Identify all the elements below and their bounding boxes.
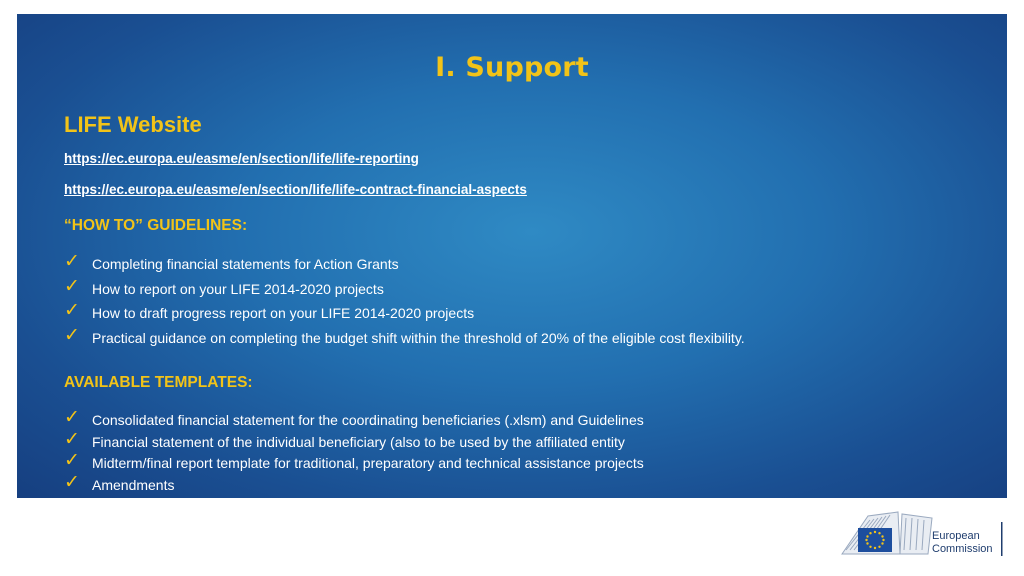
life-financial-aspects-link[interactable]: https://ec.europa.eu/easme/en/section/life/life-contract-financial-aspects xyxy=(64,182,527,197)
template-text: Financial statement of the individual beneficiary (also to be used by the affiliated entity xyxy=(92,433,625,450)
guideline-text: How to draft progress report on your LIFE 2014-2020 projects xyxy=(92,305,475,322)
european-commission-wordmark xyxy=(932,530,993,556)
template-text: Midterm/final report template for traditional, preparatory and technical assistance projects xyxy=(92,455,644,471)
guidelines-heading: “HOW TO” GUIDELINES: xyxy=(64,217,248,234)
checkmark-icon: ✓ xyxy=(64,299,80,322)
checkmark-icon: ✓ xyxy=(64,470,80,493)
checkmark-icon: ✓ xyxy=(64,406,80,428)
guideline-text: Practical guidance on completing the budget shift within the threshold of 20% of the eligible cost flexibility. xyxy=(92,330,745,347)
life-reporting-link[interactable]: https://ec.europa.eu/easme/en/section/life/life-reporting xyxy=(64,151,419,166)
checkmark-icon: ✓ xyxy=(64,274,80,297)
template-text: Amendments xyxy=(92,476,175,493)
slide-title: I. Support xyxy=(435,52,589,83)
checkmark-icon: ✓ xyxy=(64,449,80,471)
checkmark-icon: ✓ xyxy=(64,427,80,450)
template-text: Consolidated financial statement for the coordinating beneficiaries (.xlsm) and Guidelines xyxy=(92,412,644,428)
logo-line-commission: Commission xyxy=(932,543,993,555)
templates-heading: AVAILABLE TEMPLATES: xyxy=(64,374,253,391)
guideline-text: Completing financial statements for Action Grants xyxy=(92,256,399,272)
checkmark-icon: ✓ xyxy=(64,324,80,347)
logo-line-european: European xyxy=(932,530,980,542)
guideline-text: How to report on your LIFE 2014-2020 projects xyxy=(92,280,384,297)
slide-panel xyxy=(17,14,1007,498)
checkmark-icon: ✓ xyxy=(64,250,80,272)
section-title: LIFE Website xyxy=(64,112,202,137)
